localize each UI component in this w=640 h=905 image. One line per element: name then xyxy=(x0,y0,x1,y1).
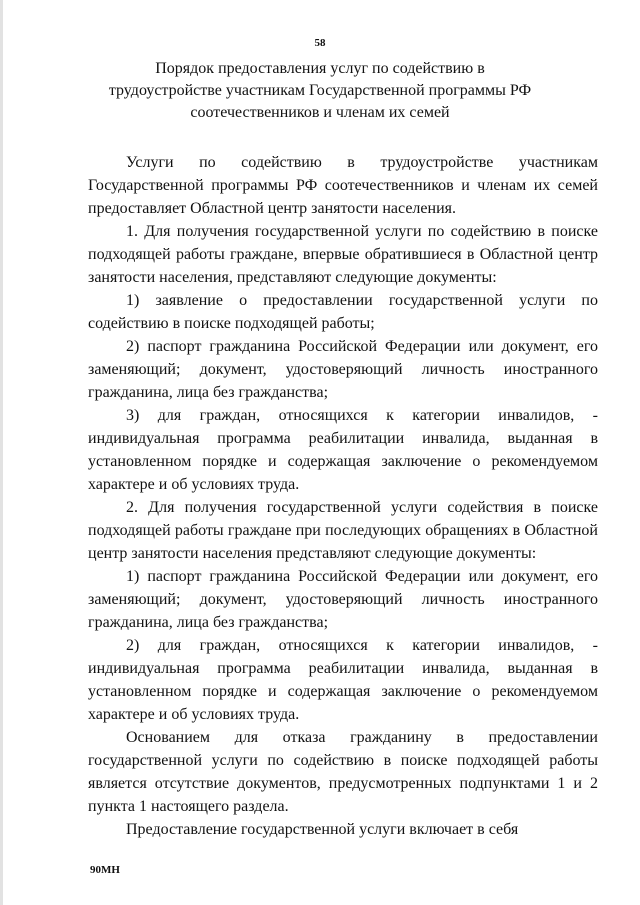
document-body xyxy=(88,151,598,841)
paragraph-item-2: 2. Для получения государственной услуги содействия в поиске подходящей работы граждане при последующих обращениях в Областной центр занятости населения представляют следующие документы: xyxy=(88,499,598,562)
paragraph-subitem-1-3: 3) для граждан, относящихся к категории инвалидов, - индивидуальная программа реабилитации инвалида, выданная в установленном порядке и содержащая заключение о рекомендуемом характере и об условиях труда. xyxy=(88,407,598,493)
page-number: 58 xyxy=(314,37,326,49)
paragraph-item-1: 1. Для получения государственной услуги по содействию в поиске подходящей работы граждане, впервые обратившиеся в Областной центр занятости населения, представляют следующие документы: xyxy=(88,223,598,286)
paragraph-subitem-2-2: 2) для граждан, относящихся к категории инвалидов, - индивидуальная программа реабилитации инвалида, выданная в установленном порядке и содержащая заключение о рекомендуемом характере и об условиях труда. xyxy=(88,637,598,723)
page-edge-shadow xyxy=(0,0,3,905)
paragraph-refusal-grounds: Основанием для отказа гражданину в предоставлении государственной услуги по содействию в поиске подходящей работы является отсутствие документов, предусмотренных подпунктами 1 и 2 пункта 1 настоящего раздела. xyxy=(88,729,598,815)
paragraph-subitem-1-2: 2) паспорт гражданина Российской Федерации или документ, его заменяющий; документ, удостоверяющий личность иностранного гражданина, лица без гражданства; xyxy=(88,338,598,401)
section-title: Порядок предоставления услуг по содействию в трудоустройстве участникам Государственной программы РФ соотечественников и членам их семей xyxy=(108,60,532,121)
paragraph-subitem-2-1: 1) паспорт гражданина Российской Федерации или документ, его заменяющий; документ, удостоверяющий личность иностранного гражданина, лица без гражданства; xyxy=(88,568,598,631)
paragraph-intro: Услуги по содействию в трудоустройстве участникам Государственной программы РФ соотечественников и членам их семей предоставляет Областной центр занятости населения. xyxy=(88,154,598,217)
paragraph-subitem-1-1: 1) заявление о предоставлении государственной услуги по содействию в поиске подходящей работы; xyxy=(88,292,598,332)
paragraph-service-includes: Предоставление государственной услуги включает в себя xyxy=(126,821,519,838)
footer-code: 90МН xyxy=(90,864,120,876)
